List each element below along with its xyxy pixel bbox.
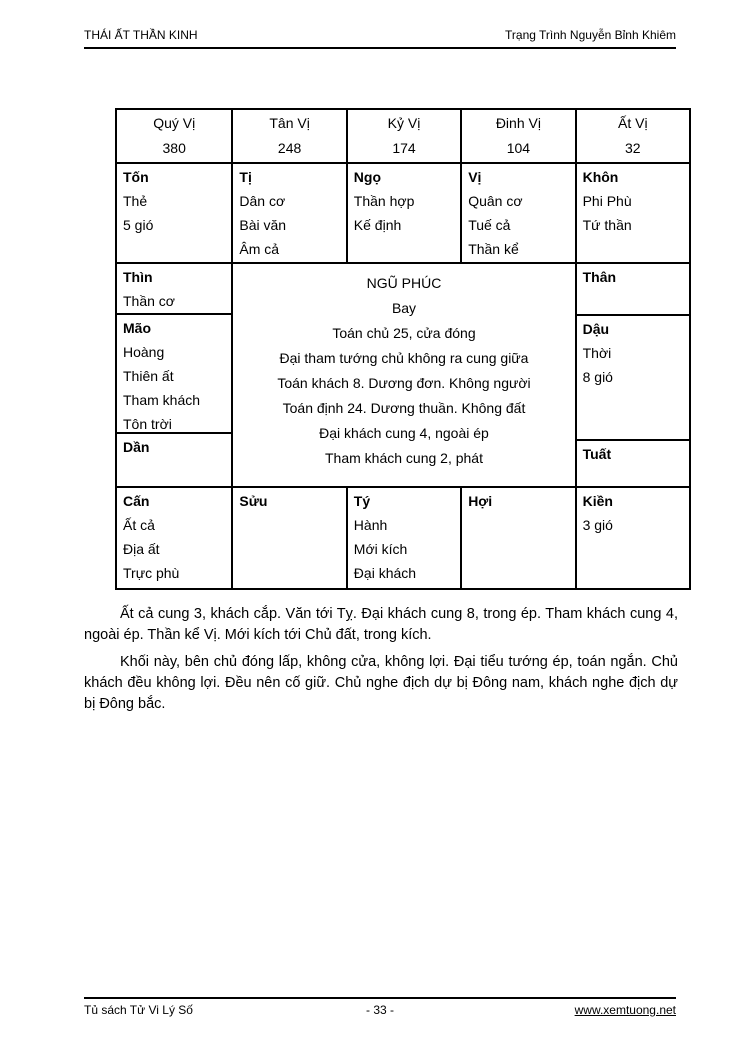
cell-vi: [460, 164, 574, 262]
cell-line: Trực phù: [123, 565, 180, 581]
footer-website-link[interactable]: www.xemtuong.net: [574, 1003, 676, 1017]
footer-series-label: Tủ sách Tử Vi Lý Số: [84, 1003, 193, 1017]
palace-value: 32: [625, 140, 641, 156]
paragraph-2: Khối này, bên chủ đóng lấp, không cửa, không lợi. Đại tiểu tướng ép, toán ngắn. Chủ khách đều không lợi. Đều nên cố giữ. Chủ nghe địch dự bị Đông nam, khách nghe địch dự bị Đông bắc.: [84, 654, 678, 712]
palace-title: Vị: [468, 169, 482, 185]
cell-than: [577, 264, 689, 314]
cell-quy-vi: [117, 110, 231, 162]
palace-name: Đinh Vị: [495, 115, 541, 131]
cell-line: Thẻ: [123, 193, 148, 209]
cell-line: Kế định: [353, 217, 402, 233]
center-line: Tham khách cung 2, phát: [325, 450, 483, 466]
palace-title: Tốn: [123, 169, 149, 185]
cell-line: Âm cả: [239, 241, 280, 257]
palace-value: 104: [506, 140, 531, 156]
cell-line: Tôn trời: [123, 415, 172, 432]
cell-line: Tuế cả: [468, 217, 511, 233]
cell-line: Bài văn: [239, 217, 287, 233]
cell-ty: [346, 488, 460, 588]
palace-name: Tân Vị: [269, 115, 310, 131]
cell-dau: [577, 314, 689, 440]
board-right-column: [575, 264, 689, 486]
palace-title: Dần: [123, 439, 150, 456]
cell-line: Địa ất: [123, 541, 160, 557]
book-author: Trạng Trình Nguyễn Bỉnh Khiêm: [505, 28, 676, 42]
palace-value: 174: [392, 140, 416, 156]
cell-line: Ất cả: [123, 517, 155, 533]
center-line: Đại tham tướng chủ không ra cung giữa: [279, 350, 529, 366]
page-header: [84, 28, 676, 49]
palace-title: Ngọ: [353, 169, 382, 185]
palace-name: Quý Vị: [153, 115, 196, 131]
taiyi-board-table: [115, 108, 691, 590]
cell-thin: [117, 264, 231, 313]
palace-title: Tị: [239, 169, 252, 185]
cell-line: Tham khách: [123, 391, 201, 408]
cell-dinh-vi: [460, 110, 574, 162]
paragraph-1: Ất cả cung 3, khách cắp. Văn tới Tỵ. Đại khách cung 8, trong ép. Tham khách cung 4, ngoài ép. Thần kể Vị. Mới kích tới Chủ đất, trong kích.: [84, 606, 678, 643]
cell-suu: [231, 488, 345, 588]
cell-tuat: [577, 439, 689, 486]
center-line: Toán khách 8. Dương đơn. Không người: [277, 375, 531, 391]
commentary-text: [84, 604, 678, 721]
cell-line: 3 gió: [582, 517, 613, 533]
cell-line: Dân cơ: [239, 193, 286, 209]
cell-line: Thần cơ: [123, 293, 175, 309]
cell-tan-vi: [231, 110, 345, 162]
center-line: Bay: [391, 300, 417, 316]
book-title: THÁI ẤT THẦN KINH: [84, 28, 198, 42]
cell-kien: [575, 488, 689, 588]
palace-name: Kỷ Vị: [387, 115, 421, 131]
cell-line: Thời: [582, 344, 612, 361]
board-middle-band: [117, 262, 689, 486]
palace-title: Dậu: [582, 320, 610, 337]
cell-at-vi: [575, 110, 689, 162]
cell-line: Mới kích: [353, 541, 408, 557]
cell-mao: [117, 313, 231, 433]
cell-hoi: [460, 488, 574, 588]
cell-line: Tứ thần: [582, 217, 632, 233]
palace-title: Tý: [353, 493, 371, 509]
cell-can: [117, 488, 231, 588]
board-bottom-row: [117, 486, 689, 588]
palace-title: Khôn: [582, 169, 619, 185]
board-value-row: [117, 110, 689, 162]
palace-title: Hợi: [468, 493, 493, 509]
cell-line: 8 gió: [582, 368, 613, 385]
palace-title: Cấn: [123, 493, 150, 509]
cell-ti: [231, 164, 345, 262]
palace-title: Kiền: [582, 493, 613, 509]
palace-title: Thân: [582, 269, 617, 285]
page-footer: [84, 997, 676, 1017]
cell-line: Thần hợp: [353, 193, 415, 209]
cell-line: Hành: [353, 517, 388, 533]
cell-khon: [575, 164, 689, 262]
palace-title: Mão: [123, 319, 151, 336]
page-number: - 33 -: [365, 1003, 394, 1017]
palace-title: Thìn: [123, 269, 153, 285]
palace-name: Ất Vị: [618, 115, 648, 131]
palace-title: Sửu: [239, 493, 268, 509]
center-line: Đại khách cung 4, ngoài ép: [319, 425, 489, 441]
center-line: NGŨ PHÚC: [366, 275, 442, 291]
board-row-2: [117, 162, 689, 262]
cell-line: Quân cơ: [468, 193, 523, 209]
cell-line: 5 gió: [123, 217, 154, 233]
cell-dan: [117, 432, 231, 486]
cell-line: Phi Phù: [582, 193, 632, 209]
center-line: Toán định 24. Dương thuần. Không đất: [282, 400, 526, 416]
center-line: Toán chủ 25, cửa đóng: [332, 325, 476, 341]
palace-title: Tuất: [582, 446, 612, 463]
palace-value: 380: [162, 140, 186, 156]
cell-line: Thiên ất: [123, 367, 174, 384]
cell-line: Thần kể: [468, 241, 519, 257]
board-left-column: [117, 264, 231, 486]
cell-line: Hoàng: [123, 343, 165, 360]
center-summary-cell: [231, 264, 574, 486]
cell-ton: [117, 164, 231, 262]
cell-ngo: [346, 164, 460, 262]
cell-ky-vi: [346, 110, 460, 162]
cell-line: Đại khách: [353, 565, 417, 581]
palace-value: 248: [277, 140, 302, 156]
